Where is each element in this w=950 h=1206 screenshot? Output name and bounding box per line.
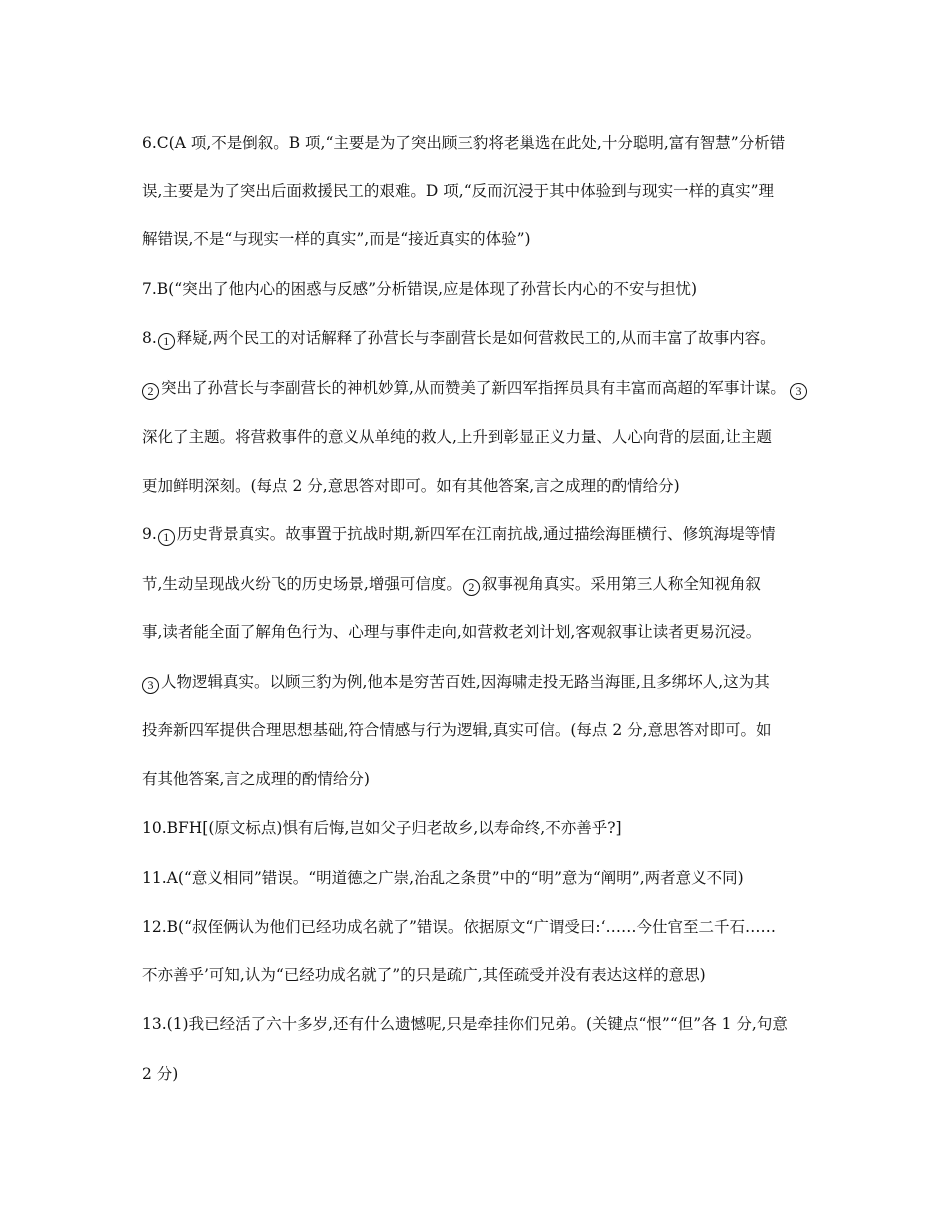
circled-number-2: 2 bbox=[463, 579, 480, 596]
q8-line-4: 更加鲜明深刻。(每点 2 分,意思答对即可。如有其他答案,言之成理的酌情给分) bbox=[142, 477, 680, 495]
q8-line-3: 深化了主题。将营救事件的意义从单纯的救人,上升到彰显正义力量、人心向背的层面,让主题 bbox=[142, 428, 772, 446]
q13-line-1: 13.(1)我已经活了六十多岁,还有什么遗憾呢,只是牵挂你们兄弟。(关键点“恨”“但”各 1 分,句意 bbox=[142, 1015, 788, 1033]
circled-number-1: 1 bbox=[158, 333, 175, 350]
circled-number-1: 1 bbox=[158, 529, 175, 546]
q7-line-1: 7.B(“突出了他内心的困惑与反感”分析错误,应是体现了孙营长内心的不安与担忧) bbox=[142, 280, 698, 298]
q9-line-6: 有其他答案,言之成理的酌情给分) bbox=[142, 770, 370, 788]
q9-line-3: 事,读者能全面了解角色行为、心理与事件走向,如营救老刘计划,客观叙事让读者更易沉浸。 bbox=[142, 623, 762, 641]
q9-line-5: 投奔新四军提供合理思想基础,符合情感与行为逻辑,真实可信。(每点 2 分,意思答对即可。如 bbox=[142, 721, 772, 739]
circled-number-2: 2 bbox=[142, 383, 159, 400]
q6-line-3: 解错误,不是“与现实一样的真实”,而是“接近真实的体验”) bbox=[142, 230, 531, 248]
q8-line-1: 8. 1 释疑,两个民工的对话解释了孙营长与李副营长是如何营救民工的,从而丰富了故事内容。 bbox=[142, 329, 776, 348]
q12-line-1: 12.B(“叔侄俩认为他们已经功成名就了”错误。依据原文“广谓受曰:‘……今仕官至二千石…… bbox=[142, 918, 777, 936]
circled-number-3: 3 bbox=[142, 677, 159, 694]
q9-line-2: 节,生动呈现战火纷飞的历史场景,增强可信度。 2 叙事视角真实。采用第三人称全知视角叙 bbox=[142, 575, 761, 594]
q6-line-1: 6.C(A 项,不是倒叙。B 项,“主要是为了突出顾三豹将老巢选在此处,十分聪明,富有智慧”分析错 bbox=[142, 134, 786, 152]
q9-number: 9. bbox=[142, 525, 157, 543]
q8-number: 8. bbox=[142, 329, 157, 347]
q13-line-2: 2 分) bbox=[142, 1065, 179, 1083]
q8-line-2: 2 突出了孙营长与李副营长的神机妙算,从而赞美了新四军指挥员具有丰富而高超的军事计谋。 3 bbox=[142, 378, 842, 400]
q6-line-2: 误,主要是为了突出后面救援民工的艰难。D 项,“反而沉浸于其中体验到与现实一样的真实”理 bbox=[142, 182, 775, 200]
q12-line-2: 不亦善乎’可知,认为“已经功成名就了”的只是疏广,其侄疏受并没有表达这样的意思) bbox=[142, 966, 706, 984]
circled-number-3: 3 bbox=[790, 383, 807, 400]
q10-line-1: 10.BFH[(原文标点)惧有后悔,岂如父子归老故乡,以寿命终,不亦善乎?] bbox=[142, 819, 622, 837]
q9-line-4: 3 人物逻辑真实。以顾三豹为例,他本是穷苦百姓,因海啸走投无路当海匪,且多绑坏人,这为其 bbox=[142, 672, 842, 694]
q9-line-1: 9. 1 历史背景真实。故事置于抗战时期,新四军在江南抗战,通过描绘海匪横行、修筑海堤等情 bbox=[142, 525, 776, 544]
q11-line-1: 11.A(“意义相同”错误。“明道德之广崇,治乱之条贯”中的“明”意为“阐明”,两者意义不同) bbox=[142, 869, 744, 887]
